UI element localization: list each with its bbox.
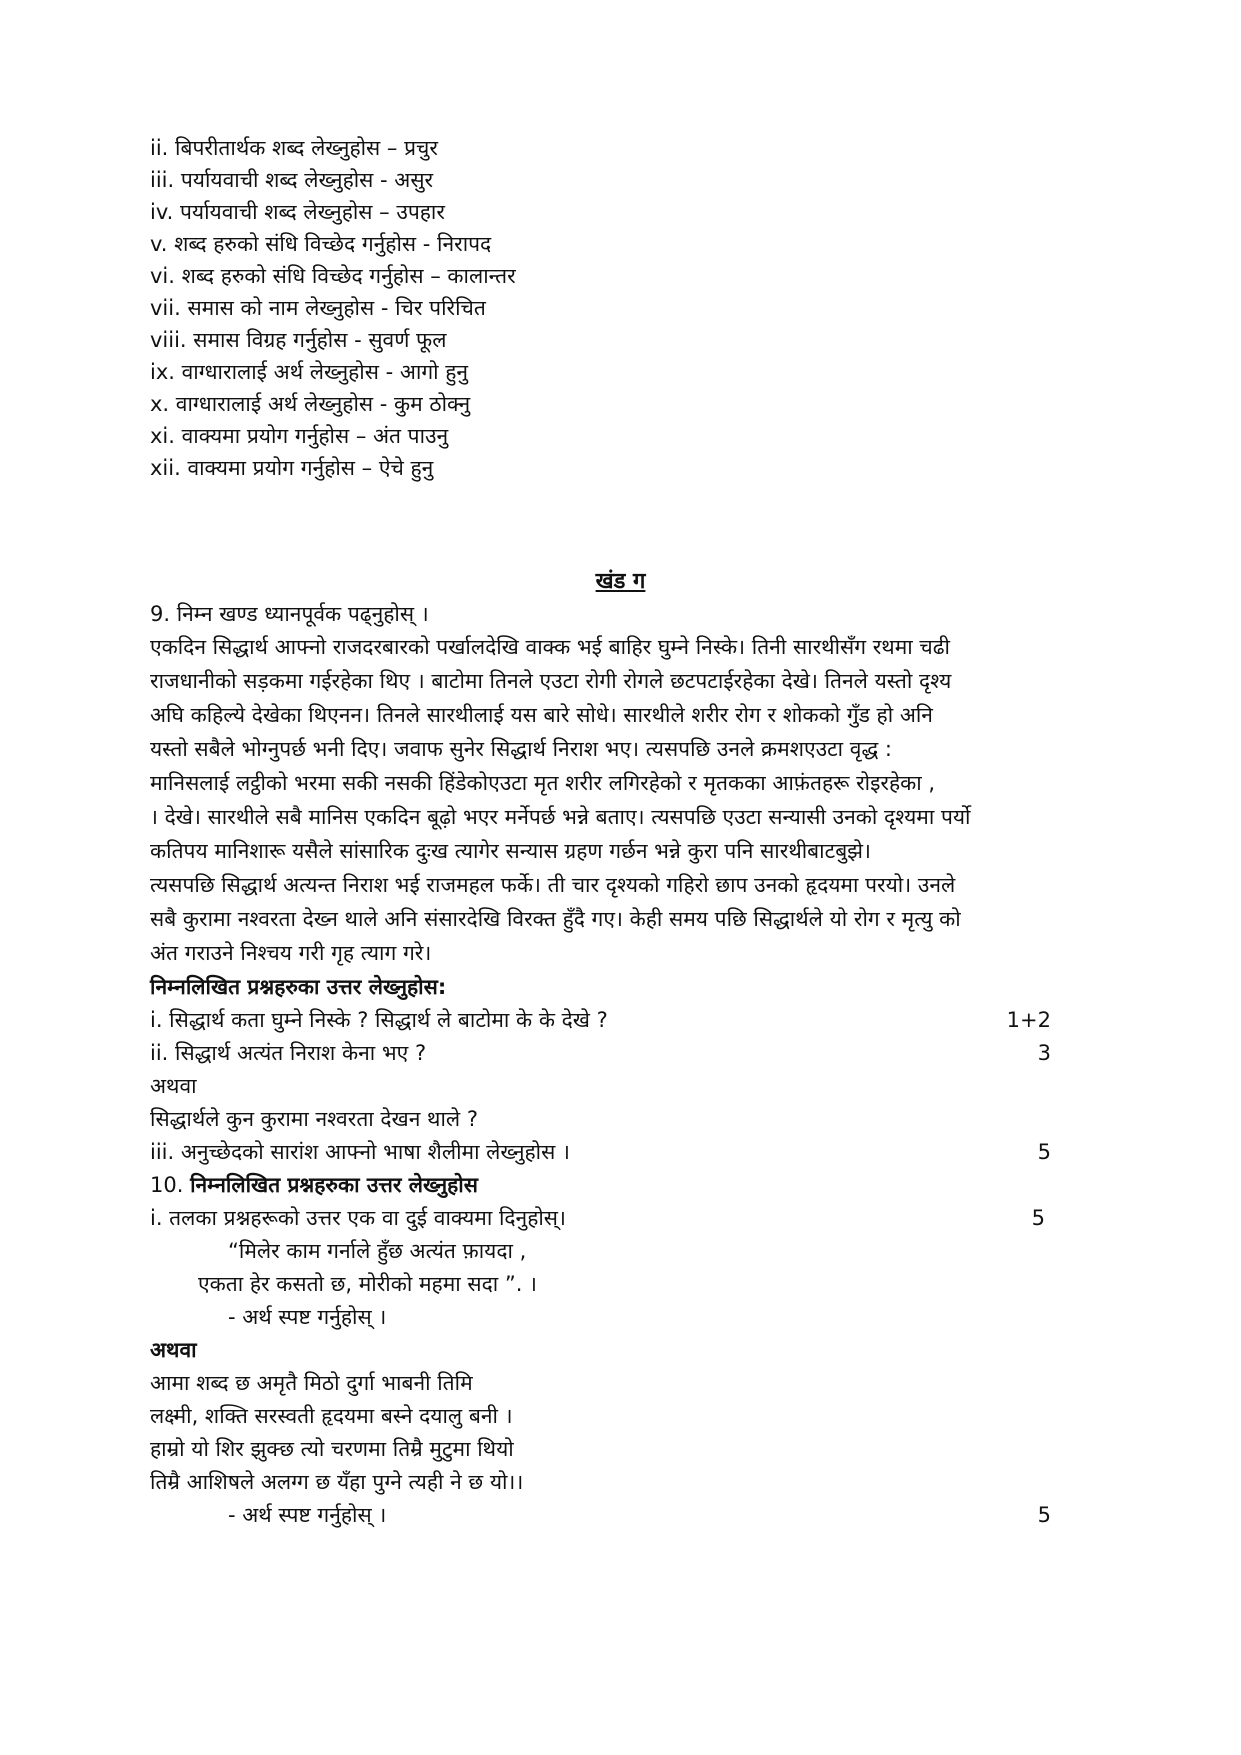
list-item: xii. वाक्यमा प्रयोग गर्नुहोस – ऐचे हुनु bbox=[150, 456, 434, 480]
question-item: i. तलका प्रश्नहरूको उत्तर एक वा दुई वाक्यमा दिनुहोस्। bbox=[150, 1206, 566, 1230]
poem-line: आमा शब्द छ अमृतै मिठो दुर्गा भाबनी तिमि bbox=[150, 1371, 473, 1395]
instruction: - अर्थ स्पष्ट गर्नुहोस् । bbox=[228, 1503, 387, 1527]
list-item: ix. वाग्धारालाई अर्थ लेख्नुहोस - आगो हुनु bbox=[150, 360, 469, 384]
passage-line: त्यसपछि सिद्धार्थ अत्यन्त निराश भई राजमहल फर्के। ती चार दृश्यको गहिरो छाप उनको हृदयमा परयो। उनले bbox=[150, 873, 956, 897]
passage-line: सबै कुरामा नश्वरता देख्न थाले अनि संसारदेखि विरक्त हुँदै गए। केही समय पछि सिद्धार्थले यो रोग र मृत्यु को bbox=[150, 907, 961, 931]
marks: 5 bbox=[1031, 1206, 1045, 1230]
question-item: ii. सिद्धार्थ अत्यंत निराश केना भए ? bbox=[150, 1041, 427, 1065]
question-item: सिद्धार्थले कुन कुरामा नश्वरता देखन थाले ? bbox=[150, 1107, 478, 1131]
list-item: x. वाग्धारालाई अर्थ लेख्नुहोस - कुम ठोक्नु bbox=[150, 392, 471, 416]
passage bbox=[150, 630, 1095, 970]
poem-line: एकता हेर कसतो छ, मोरीको महमा सदा ”. । bbox=[198, 1272, 538, 1296]
question-number: 10. bbox=[150, 1173, 191, 1197]
question-title bbox=[150, 1168, 478, 1202]
list-item: ii. बिपरीतार्थक शब्द लेख्नुहोस – प्रचुर bbox=[150, 136, 438, 160]
poem-line: लक्ष्मी, शक्ति सरस्वती हृदयमा बस्ने दयालु बनी । bbox=[150, 1404, 513, 1428]
list-item: iii. पर्यायवाची शब्द लेख्नुहोस - असुर bbox=[150, 168, 434, 192]
passage-line: अघि कहिल्ये देखेका थिएनन। तिनले सारथीलाई यस बारे सोधे। सारथीले शरीर रोग र शोकको गुँड हो अनि bbox=[150, 703, 933, 727]
section-heading: खंड ग bbox=[595, 569, 646, 594]
question-item: i. सिद्धार्थ कता घुम्ने निस्के ? सिद्धार्थ ले बाटोमा के के देखे ? bbox=[150, 1008, 608, 1032]
list-item: vi. शब्द हरुको संधि विच्छेद गर्नुहोस – कालान्तर bbox=[150, 264, 516, 288]
question-title-text: निम्नलिखित प्रश्नहरुका उत्तर लेख्नुहोस bbox=[190, 1173, 478, 1197]
list-item: iv. पर्यायवाची शब्द लेख्नुहोस – उपहार bbox=[150, 200, 445, 224]
passage-line: । देखे। सारथीले सबै मानिस एकदिन बूढ़ो भएर मर्नेपर्छ भन्ने बताए। त्यसपछि एउटा सन्यासी उनको दृश्यमा पर्यो bbox=[150, 805, 971, 829]
question-title: 9. निम्न खण्ड ध्यानपूर्वक पढ्नुहोस् । bbox=[150, 602, 429, 626]
list-item: viii. समास विग्रह गर्नुहोस - सुवर्ण फूल bbox=[150, 328, 447, 352]
list-item: v. शब्द हरुको संधि विच्छेद गर्नुहोस - निरापद bbox=[150, 232, 492, 256]
question-item: iii. अनुच्छेदको सारांश आफ्नो भाषा शैलीमा लेख्नुहोस । bbox=[150, 1140, 570, 1164]
question-instruction: निम्नलिखित प्रश्नहरुका उत्तर लेख्नुहोस: bbox=[150, 975, 447, 999]
or-label: अथवा bbox=[150, 1074, 197, 1098]
passage-line: मानिसलाई लट्ठीको भरमा सकी नसकी हिंडेकोएउटा मृत शरीर लगिरहेको र मृतकका आफ़ंतहरू रोइरहेका , bbox=[150, 771, 936, 795]
poem-line: हाम्रो यो शिर झुक्छ त्यो चरणमा तिम्रै मुटुमा थियो bbox=[150, 1437, 514, 1461]
marks: 3 bbox=[1037, 1041, 1051, 1065]
poem-line: “मिलेर काम गर्नाले हुँछ अत्यंत फ़ायदा , bbox=[228, 1239, 527, 1263]
or-label: अथवा bbox=[150, 1338, 197, 1362]
marks: 5 bbox=[1037, 1140, 1051, 1164]
passage-line: अंत गराउने निश्चय गरी गृह त्याग गरे। bbox=[150, 941, 432, 965]
marks: 5 bbox=[1037, 1503, 1051, 1527]
marks: 1+2 bbox=[1006, 1008, 1051, 1032]
passage-line: यस्तो सबैले भोग्नुपर्छ भनी दिए। जवाफ सुनेर सिद्धार्थ निराश भए। त्यसपछि उनले क्रमशएउटा वृद्ध : bbox=[150, 737, 892, 761]
instruction: - अर्थ स्पष्ट गर्नुहोस् । bbox=[228, 1305, 387, 1329]
passage-line: राजधानीको सड़कमा गईरहेका थिए । बाटोमा तिनले एउटा रोगी रोगले छटपटाईरहेका देखे। तिनले यस्तो दृश्य bbox=[150, 669, 952, 693]
list-item: vii. समास को नाम लेख्नुहोस - चिर परिचित bbox=[150, 296, 486, 320]
poem-line: तिम्रै आशिषले अलग्ग छ यँहा पुग्ने त्यही ने छ यो।। bbox=[150, 1470, 524, 1494]
passage-line: कतिपय मानिशारू यसैले सांसारिक दुःख त्यागेर सन्यास ग्रहण गर्छन भन्ने कुरा पनि सारथीबाटबुझे। bbox=[150, 839, 872, 863]
passage-line: एकदिन सिद्धार्थ आफ्नो राजदरबारको पर्खालदेखि वाक्क भई बाहिर घुम्ने निस्के। तिनी सारथीसँग रथमा चढी bbox=[150, 635, 950, 659]
list-item: xi. वाक्यमा प्रयोग गर्नुहोस – अंत पाउनु bbox=[150, 424, 449, 448]
